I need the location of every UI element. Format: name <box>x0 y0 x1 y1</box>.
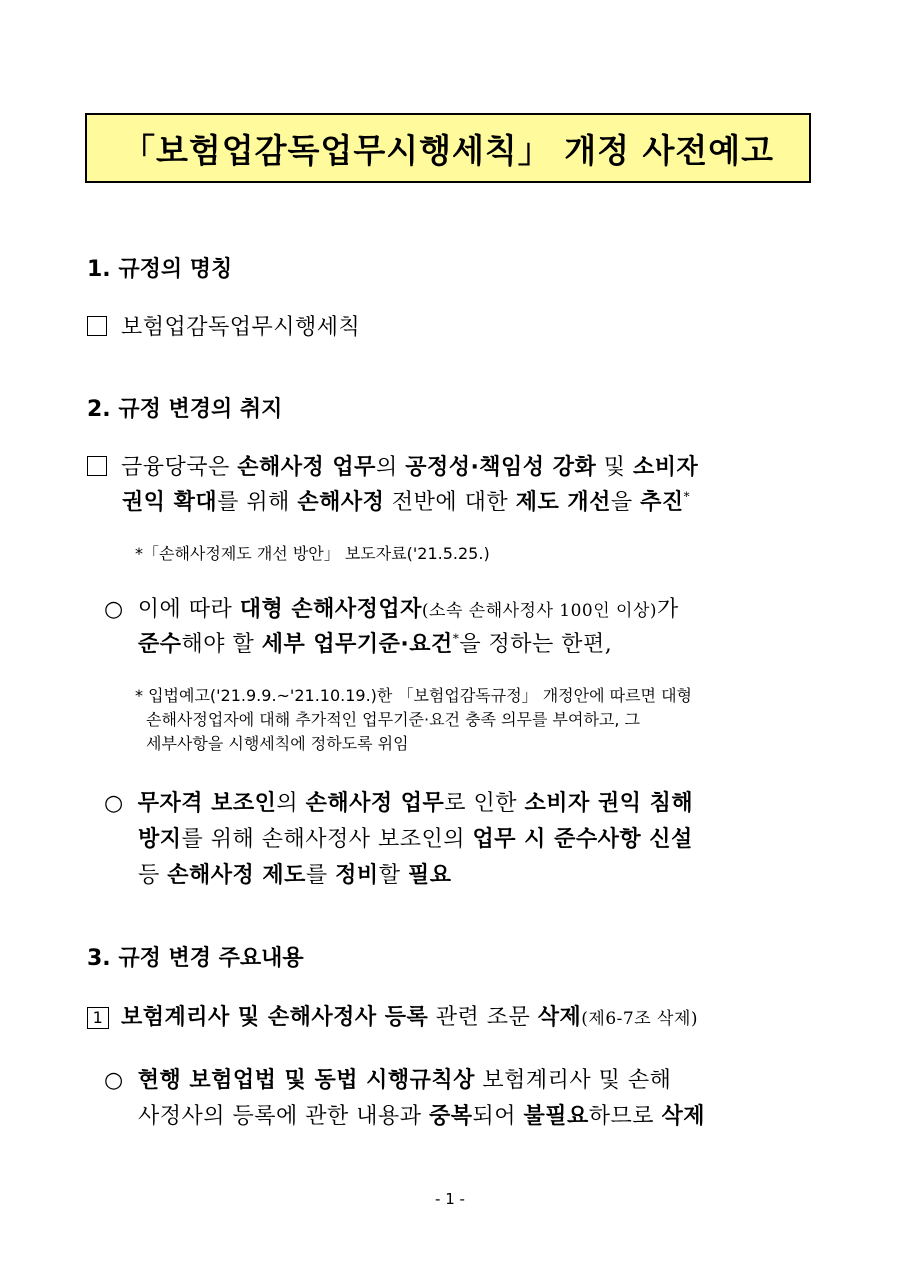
emphasis: 삭제 <box>661 1104 706 1129</box>
emphasis: 무자격 보조인 <box>137 791 277 816</box>
text-run: 보험계리사 및 손해 <box>474 1068 672 1093</box>
text-run: 해야 할 <box>181 632 262 657</box>
text-run: (제6-7조 삭제) <box>581 1009 699 1029</box>
emphasis: 정비 <box>335 863 379 888</box>
emphasis: 손해사정 제도 <box>167 863 306 888</box>
section-2-heading: 2. 규정 변경의 취지 <box>87 397 283 422</box>
text-run: 이에 따라 <box>137 597 240 622</box>
bullet-paragraph-3-line-2 <box>138 822 693 853</box>
text-run: 를 위해 손해사정사 보조인의 <box>181 827 473 852</box>
text-run: 의 <box>375 455 406 480</box>
bullet-icon: ○ <box>104 1068 124 1093</box>
footnote-2-line-1: * 입법예고('21.9.9.~'21.10.19.)한 「보험업감독규정」 개정안에 따르면 대형 <box>135 686 693 705</box>
emphasis: 대형 손해사정업자 <box>239 597 422 622</box>
text-run: 를 위해 <box>217 490 298 515</box>
checkbox-square-icon <box>87 456 107 476</box>
text-run: 을 <box>610 490 641 515</box>
emphasis: 공정성·책임성 강화 <box>405 455 597 480</box>
emphasis: 불필요 <box>523 1104 589 1129</box>
footnote-marker: * <box>452 631 460 646</box>
text-run: 및 <box>596 455 633 480</box>
bullet-paragraph-2-line-1 <box>104 592 679 623</box>
text-run: 의 <box>276 791 306 816</box>
text-run: 하므로 <box>588 1104 662 1129</box>
page-title-text: 「보험업감독업무시행세칙」 개정 사전예고 <box>122 130 774 170</box>
change-item-1 <box>87 1000 698 1031</box>
emphasis: 삭제 <box>537 1005 582 1030</box>
emphasis: 소비자 <box>632 455 699 480</box>
section-1-item <box>87 310 360 341</box>
rule-name: 보험업감독업무시행세칙 <box>121 315 361 340</box>
emphasis: 필요 <box>407 863 452 888</box>
footnote-marker: * <box>683 489 691 504</box>
emphasis: 제도 개선 <box>515 490 611 515</box>
page-title <box>85 113 811 183</box>
emphasis: 손해사정 <box>297 490 385 515</box>
section-3-heading: 3. 규정 변경 주요내용 <box>87 946 304 971</box>
emphasis: 손해사정 업무 <box>237 455 376 480</box>
emphasis: 소비자 권익 침해 <box>524 791 694 816</box>
text-run: 되어 <box>472 1104 524 1129</box>
text-run: 등 <box>138 863 168 888</box>
emphasis: 추진 <box>640 490 684 515</box>
bullet-paragraph-3-line-1 <box>104 786 693 817</box>
text-run: 을 정하는 한편, <box>459 632 613 657</box>
page-number: - 1 - <box>435 1190 465 1208</box>
item-number-box: 1 <box>87 1007 109 1029</box>
text-run: 관련 조문 <box>428 1005 538 1030</box>
purpose-paragraph-line-2 <box>122 485 690 516</box>
bullet-paragraph-3-line-3 <box>138 858 451 889</box>
bullet-paragraph-2-line-2 <box>138 627 612 658</box>
change-paragraph-line-1 <box>104 1063 671 1094</box>
emphasis: 손해사정 업무 <box>305 791 445 816</box>
emphasis: 세부 업무기준·요건 <box>261 632 453 657</box>
change-paragraph-line-2 <box>138 1099 705 1130</box>
text-run: 할 <box>378 863 408 888</box>
text-run: 를 <box>305 863 336 888</box>
emphasis: 준수 <box>138 632 182 657</box>
emphasis: 업무 시 준수사항 신설 <box>472 827 693 852</box>
text-run: 로 인한 <box>444 791 525 816</box>
text-run: (소속 손해사정사 100인 이상) <box>421 601 658 621</box>
text-run: 전반에 대한 <box>384 490 516 515</box>
text-run: 사정사의 등록에 관한 내용과 <box>138 1104 429 1129</box>
emphasis: 방지 <box>138 827 182 852</box>
checkbox-square-icon <box>87 316 107 336</box>
emphasis: 현행 보험업법 및 동법 시행규칙상 <box>137 1068 475 1093</box>
footnote-2-line-3: 세부사항을 시행세칙에 정하도록 위임 <box>146 734 409 753</box>
text-run: 가 <box>657 597 679 622</box>
text-run: 금융당국은 <box>121 455 238 480</box>
emphasis: 보험계리사 및 손해사정사 등록 <box>121 1005 429 1030</box>
section-1-heading: 1. 규정의 명칭 <box>87 257 233 282</box>
bullet-icon: ○ <box>104 597 124 622</box>
emphasis: 중복 <box>429 1104 473 1129</box>
footnote-1: *「손해사정제도 개선 방안」 보도자료('21.5.25.) <box>135 544 490 563</box>
bullet-icon: ○ <box>104 791 124 816</box>
purpose-paragraph-line-1 <box>87 450 698 481</box>
footnote-2-line-2: 손해사정업자에 대해 추가적인 업무기준·요건 충족 의무를 부여하고, 그 <box>146 710 640 729</box>
emphasis: 권익 확대 <box>122 490 218 515</box>
